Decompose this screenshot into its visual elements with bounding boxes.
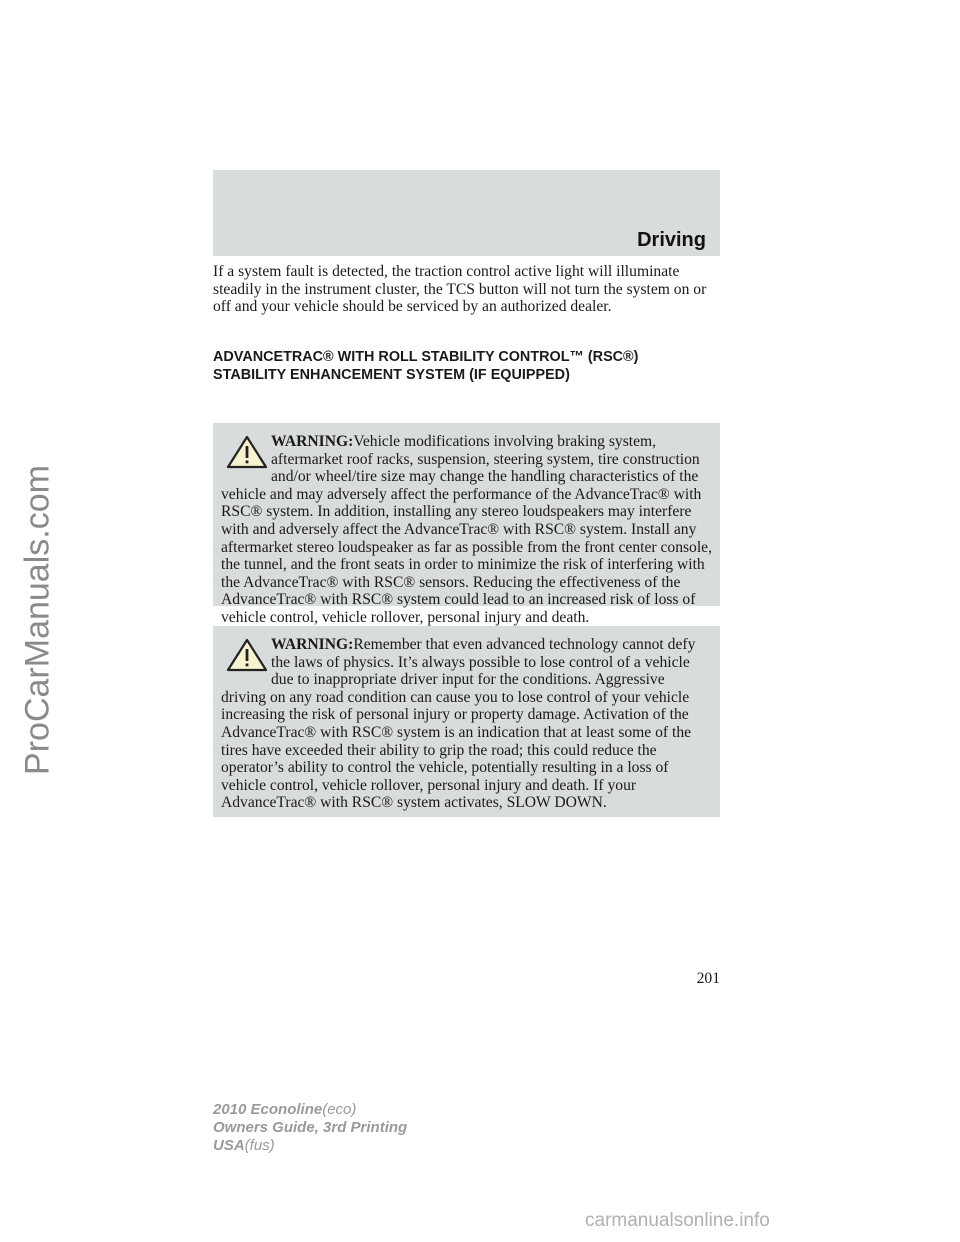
warning-box-2 (213, 626, 720, 817)
section-header (213, 170, 720, 256)
footer-model-code: (eco) (322, 1101, 357, 1118)
watermark-text: ProCarManuals.com (18, 465, 57, 775)
warning-1-body (221, 433, 712, 627)
footer-model: 2010 Econoline (213, 1101, 323, 1118)
warning-2-body (221, 636, 712, 812)
page-number: 201 (696, 970, 720, 987)
warning-2-label: WARNING: (271, 636, 354, 653)
footer-line-3 (213, 1137, 407, 1155)
footer-market-code: (fus) (244, 1137, 275, 1154)
warning-box-1 (213, 423, 720, 626)
footer-line-1 (213, 1101, 407, 1119)
heading-line-2: STABILITY ENHANCEMENT SYSTEM (IF EQUIPPED) (213, 366, 570, 383)
heading-line-1: ADVANCETRAC® WITH ROLL STABILITY CONTROL™ (RSC®) (213, 349, 639, 365)
warning-triangle-icon (225, 638, 269, 672)
warning-1-text: Vehicle modifications involving braking system, aftermarket roof racks, suspension, steering system, tire construction and/or wheel/tire size may change the handling characteristics of the vehicle and may adversely affect the performance of the AdvanceTrac® with RSC® system. In addition, installing any stereo loudspeakers may interfere with and adversely affect the AdvanceTrac® with RSC® system. Install any aftermarket stereo loudspeaker as far as possible from the front center console, the tunnel, and the front seats in order to minimize the risk of interfering with the AdvanceTrac® with RSC® sensors. Reducing the effectiveness of the AdvanceTrac® with RSC® system could lead to an increased risk of loss of vehicle control, vehicle rollover, personal injury and death. (221, 433, 713, 626)
warning-triangle-icon (225, 435, 269, 469)
footer-market: USA (213, 1137, 245, 1154)
watermark (0, 0, 70, 1242)
footer (213, 1101, 407, 1155)
section-title: Driving (637, 229, 706, 251)
footer-line-2: Owners Guide, 3rd Printing (213, 1119, 408, 1136)
warning-1-label: WARNING: (271, 433, 354, 450)
warning-2-text: Remember that even advanced technology cannot defy the laws of physics. It’s always possible to lose control of a vehicle due to inappropriate driver input for the conditions. Aggressive driving on any road condition can cause you to lose control of your vehicle increasing the risk of personal injury or property damage. Activation of the AdvanceTrac® with RSC® system is an indication that at least some of the tires have exceeded their ability to grip the road; this could reduce the operator’s ability to control the vehicle, potentially resulting in a loss of vehicle control, vehicle rollover, personal injury and death. If your AdvanceTrac® with RSC® system activates, SLOW DOWN. (221, 636, 696, 812)
intro-paragraph: If a system fault is detected, the traction control active light will illuminate steadily in the instrument cluster, the TCS button will not turn the system on or off and your vehicle should be serviced by an authorized dealer. (213, 263, 707, 316)
section-heading (213, 349, 733, 384)
site-logo: carmanualsonline.info (585, 1210, 770, 1231)
